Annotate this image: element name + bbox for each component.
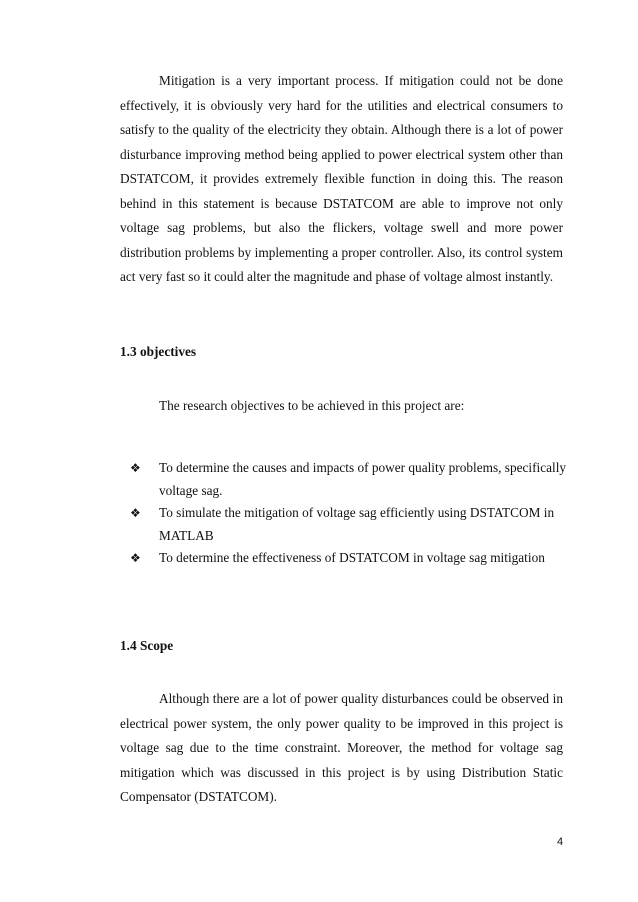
list-item [130,457,570,502]
scope-heading: 1.4 Scope [120,638,174,653]
objectives-intro: The research objectives to be achieved in this project are: [159,398,465,413]
page-number: 4 [557,836,564,848]
scope-section [120,687,563,810]
list-item-text: To simulate the mitigation of voltage sag efficiently using DSTATCOM in MATLAB [159,505,555,543]
four-diamond-bullet-icon: ❖ [130,461,141,475]
four-diamond-bullet-icon: ❖ [130,506,141,520]
scope-paragraph: Although there are a lot of power quality disturbances could be observed in electrical power system, the only power quality to be improved in this project is voltage sag due to the time constraint. Moreover, the method for voltage sag mitigation which was discussed in this project is by using Distribution Static Compensator (DSTATCOM). [120,691,563,804]
intro-section [120,69,563,290]
objectives-heading: 1.3 objectives [120,344,197,359]
list-item-text: To determine the causes and impacts of power quality problems, specifically voltage sag. [159,460,567,498]
objectives-list [130,457,570,570]
list-item [130,502,570,547]
list-item [130,547,570,570]
four-diamond-bullet-icon: ❖ [130,551,141,565]
intro-paragraph: Mitigation is a very important process. If mitigation could not be done effectively, it is obviously very hard for the utilities and electrical consumers to satisfy to the quality of the electricity they obtain. Although there is a lot of power disturbance improving method being applied to power electrical system other than DSTATCOM, it provides extremely flexible function in doing this. The reason behind in this statement is because DSTATCOM are able to improve not only voltage sag problems, but also the flickers, voltage swell and more power distribution problems by implementing a proper controller. Also, its control system act very fast so it could alter the magnitude and phase of voltage almost instantly. [120,73,563,284]
list-item-text: To determine the effectiveness of DSTATCOM in voltage sag mitigation [159,550,545,565]
